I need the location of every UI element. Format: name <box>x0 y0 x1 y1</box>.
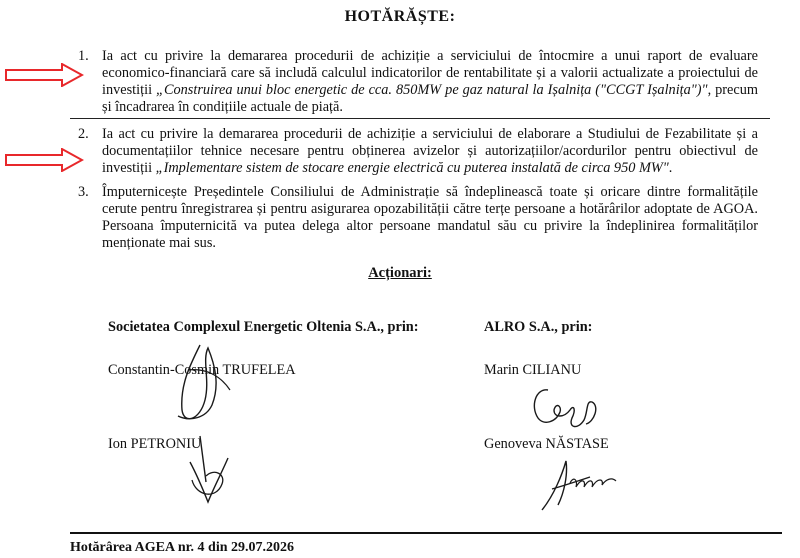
item-number: 3. <box>78 184 89 200</box>
item-text-regular: Împuternicește Președintele Consiliului de Administrație să îndeplinească toate și oricare dintre formalitățile cerute pentru înregistrarea și pentru asigurarea opozabilității către terțe persoane a hotărârilor adoptate de AGOA. Persoana împuternicită va putea delega altor persoane mandatul său cu privire la îndeplinirea formalităților menționate mai sus. <box>102 184 758 251</box>
party-name-alro: ALRO S.A., prin: <box>484 319 593 335</box>
item-text <box>102 126 758 177</box>
footer-rule <box>70 532 782 534</box>
signatory-name: Ion PETRONIU <box>108 436 202 452</box>
signature-petroniu-icon <box>170 432 250 512</box>
signatory-name: Marin CILIANU <box>484 362 582 378</box>
item-text-italic: „Construirea unui bloc energetic de cca. 850MW pe gaz natural la Ișalnița ("CCGT Ișalnița")" <box>156 82 708 98</box>
red-arrow-icon <box>4 148 84 172</box>
item-number: 2. <box>78 126 89 142</box>
item-text-regular: Ia act cu privire la demararea procedurii de achiziție a serviciului de elaborare a Studiului de Fezabilitate și a documentațiilor tehnice necesare pentru obținerea avizelor și autorizațiilor/acordurilor pentru obiectivul de investiții <box>102 126 758 176</box>
item-text-regular: , precum și încadrarea în condițiile actuale de piață. <box>102 82 758 115</box>
scan-divider-line <box>70 118 770 119</box>
shareholders-heading: Acționari: <box>368 265 432 281</box>
item-number: 1. <box>78 48 89 64</box>
signatory-name: Genoveva NĂSTASE <box>484 436 609 452</box>
signature-cilianu-icon <box>520 378 620 433</box>
party-name-ceo: Societatea Complexul Energetic Oltenia S.A., prin: <box>108 319 419 335</box>
footer-reference: Hotărârea AGEA nr. 4 din 29.07.2026 <box>70 540 295 555</box>
resolution-item-1 <box>78 48 758 116</box>
item-text-regular: Ia act cu privire la demararea procedurii de achiziție a serviciului de întocmire a unui raport de evaluare economico-financiară care să includă calculul indicatorilor de rentabilitate și a valorii actualizate a proiectului de investiții <box>102 48 758 98</box>
signature-nastase-icon <box>532 455 622 515</box>
resolution-heading: HOTĂRĂȘTE: <box>344 8 456 25</box>
resolution-item-2 <box>78 126 758 177</box>
red-arrow-icon <box>4 63 84 87</box>
item-text <box>102 48 758 116</box>
item-text-regular: . <box>668 160 673 176</box>
resolution-item-3 <box>78 184 758 252</box>
signatory-name: Constantin-Cosmin TRUFELEA <box>108 362 296 378</box>
item-text <box>102 184 758 252</box>
signature-trufelea-icon <box>160 340 250 430</box>
item-text-italic: „Implementare sistem de stocare energie electrică cu puterea instalată de circa 950 MW" <box>155 160 669 176</box>
